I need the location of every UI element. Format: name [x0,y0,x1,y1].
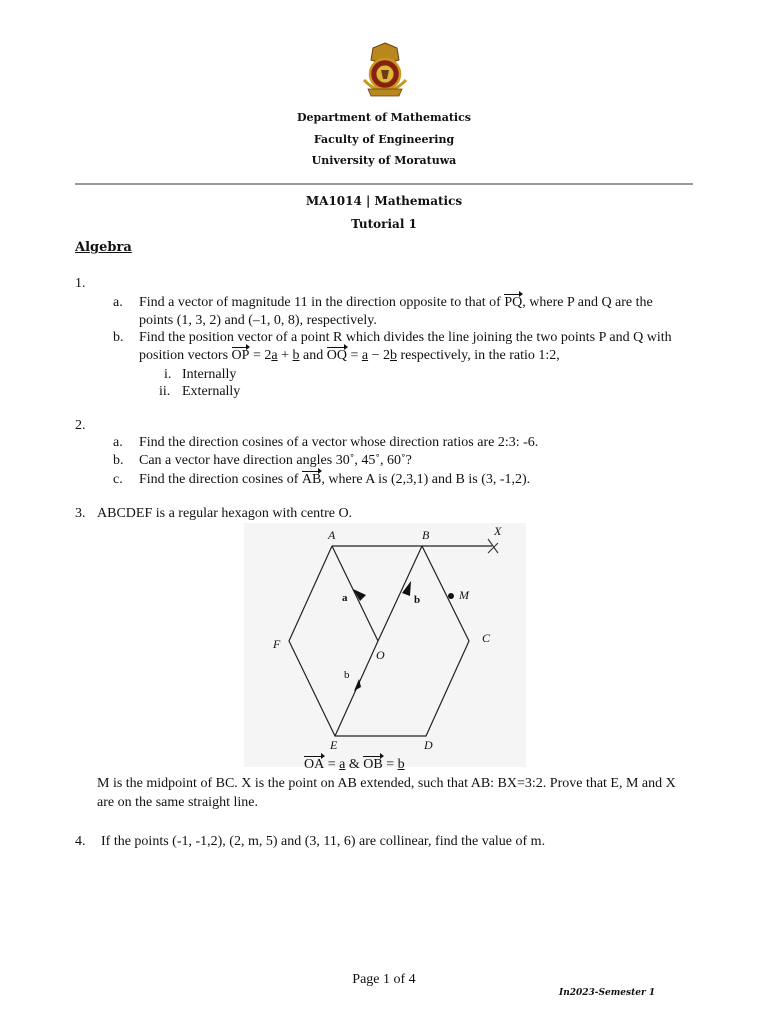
vector-oq: OQ [326,348,347,363]
q1b-line1: Find the position vector of a point R which divides the line joining the two points P and Q with [139,330,672,345]
hexagon-diagram [244,523,526,767]
section-heading: Algebra [75,240,132,255]
vector-pq: PQ [504,295,523,310]
label-vector-b-lower: b [344,669,350,681]
vector-oa: OA [304,757,325,772]
q1b-label: b. [113,330,124,345]
diagram-caption: OA = a & OB = b [304,757,405,772]
label-x-point: X [494,524,502,538]
q1b-i-label: i. [164,367,172,382]
point-m [448,593,454,599]
q2c-label: c. [113,472,123,487]
semester-label: In2023-Semester 1 [559,988,656,998]
university-crest-logo [354,40,416,104]
q1b-line2: position vectors OP = 2a + b and OQ = a − 2b respectively, in the ratio 1:2, [139,348,560,363]
faculty-name: Faculty of Engineering [313,133,455,146]
q2a-text: Find the direction cosines of a vector whose direction ratios are 2:3: -6. [139,435,539,450]
q1a-label: a. [113,295,123,310]
q1b-i-text: Internally [182,367,237,382]
q2c-text: Find the direction cosines of AB, where A is (2,3,1) and B is (3, -1,2). [139,472,531,487]
label-c-vertex: C [482,631,491,645]
q1b-ii-text: Externally [182,384,241,399]
label-m-point: M [459,588,469,602]
question-1-number: 1. [75,276,86,291]
university-name: University of Moratuwa [311,154,457,167]
q3-line1: M is the midpoint of BC. X is the point on AB extended, such that AB: BX=3:2. Prove that E, M and X [97,776,676,791]
tutorial-title: Tutorial 1 [351,217,417,231]
vector-oa-line [332,546,378,641]
q2b-label: b. [113,453,124,468]
q2a-label: a. [113,435,123,450]
q1a-line2: points (1, 3, 2) and (–1, 0, 8), respectively. [139,313,377,328]
page-number: Page 1 of 4 [352,972,416,987]
question-2-number: 2. [75,418,86,433]
question-3-number: 3. [75,506,86,521]
arrow-b [402,581,411,596]
header-divider [75,183,693,185]
label-b-vertex: B [422,528,430,542]
label-vector-b: b [414,594,421,606]
vector-op: OP [231,348,250,363]
q2b-text: Can a vector have direction angles 30˚, 45˚, 60˚? [139,453,412,468]
label-a-vertex: A [328,528,336,542]
vector-ob: OB [363,757,383,772]
q3-text: ABCDEF is a regular hexagon with centre O. [97,506,353,521]
question-4-number: 4. [75,834,86,849]
hexagon-outline [289,546,469,736]
q4-text: If the points (-1, -1,2), (2, m, 5) and (3, 11, 6) are collinear, find the value of m. [101,834,546,849]
arrow-a [353,589,366,601]
q3-line2: are on the same straight line. [97,795,258,810]
label-f-vertex: F [273,637,281,651]
q1b-ii-label: ii. [159,384,171,399]
department-name: Department of Mathematics [297,111,471,124]
q1a-line1: Find a vector of magnitude 11 in the direction opposite to that of PQ, where P and Q are the [139,295,653,310]
label-e-vertex: E [330,738,338,752]
label-vector-a: a [342,592,348,604]
label-o-centre: O [376,648,385,662]
course-title: MA1014 | Mathematics [305,194,463,208]
vector-ab: AB [301,472,322,487]
label-d-vertex: D [424,738,433,752]
